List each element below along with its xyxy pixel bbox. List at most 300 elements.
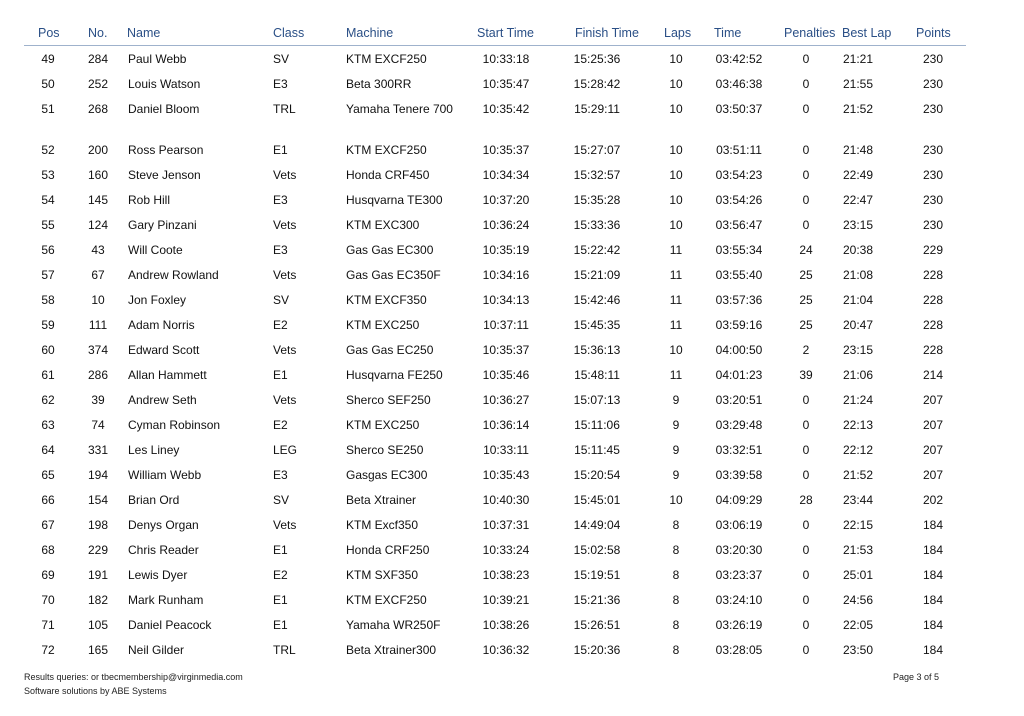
cell-points: 207 [922, 418, 943, 432]
cell-laps: 11 [669, 368, 683, 382]
cell-class: SV [273, 293, 290, 307]
footer-software-credit: Software solutions by ABE Systems [24, 686, 167, 696]
cell-pos: 51 [41, 102, 55, 116]
cell-best-lap: 23:44 [842, 493, 874, 507]
header-machine: Machine [346, 26, 394, 40]
cell-best-lap: 21:24 [842, 393, 874, 407]
cell-name: Will Coote [128, 243, 183, 257]
header-start-time: Start Time [477, 26, 534, 40]
cell-machine: Honda CRF450 [346, 168, 430, 182]
cell-laps: 8 [672, 618, 680, 632]
cell-finish-time: 15:42:46 [573, 293, 621, 307]
cell-laps: 8 [672, 543, 680, 557]
cell-start-time: 10:33:24 [482, 543, 530, 557]
cell-pos: 57 [41, 268, 55, 282]
cell-name: Edward Scott [128, 343, 200, 357]
cell-pos: 49 [41, 52, 55, 66]
cell-points: 230 [922, 218, 943, 232]
cell-rider-number: 43 [91, 243, 105, 257]
cell-best-lap: 21:52 [842, 102, 874, 116]
cell-machine: Beta Xtrainer [346, 493, 417, 507]
cell-finish-time: 15:32:57 [573, 168, 621, 182]
cell-penalties: 0 [802, 77, 810, 91]
cell-points: 184 [922, 643, 943, 657]
cell-time: 03:23:37 [715, 568, 763, 582]
cell-class: Vets [273, 218, 297, 232]
cell-name: Mark Runham [128, 593, 204, 607]
cell-finish-time: 15:35:28 [573, 193, 621, 207]
cell-rider-number: 229 [87, 543, 109, 557]
cell-start-time: 10:34:13 [482, 293, 530, 307]
cell-pos: 63 [41, 418, 55, 432]
cell-points: 184 [922, 543, 943, 557]
cell-best-lap: 21:52 [842, 468, 874, 482]
cell-points: 214 [922, 368, 943, 382]
cell-name: Ross Pearson [128, 143, 204, 157]
cell-laps: 10 [669, 193, 683, 207]
cell-penalties: 0 [802, 468, 810, 482]
cell-rider-number: 268 [87, 102, 109, 116]
cell-class: E3 [273, 468, 288, 482]
cell-penalties: 25 [799, 293, 813, 307]
cell-laps: 9 [672, 393, 680, 407]
cell-class: TRL [273, 643, 296, 657]
cell-penalties: 0 [802, 168, 810, 182]
cell-time: 04:00:50 [715, 343, 763, 357]
cell-laps: 9 [672, 468, 680, 482]
cell-points: 230 [922, 77, 943, 91]
cell-finish-time: 15:19:51 [573, 568, 621, 582]
cell-start-time: 10:40:30 [482, 493, 530, 507]
cell-pos: 56 [41, 243, 55, 257]
cell-class: LEG [273, 443, 298, 457]
cell-class: SV [273, 493, 290, 507]
cell-start-time: 10:37:31 [482, 518, 530, 532]
cell-machine: Gasgas EC300 [346, 468, 428, 482]
cell-best-lap: 21:21 [842, 52, 874, 66]
cell-rider-number: 200 [87, 143, 109, 157]
cell-rider-number: 194 [87, 468, 109, 482]
header-class: Class [273, 26, 305, 40]
cell-pos: 61 [41, 368, 55, 382]
cell-pos: 65 [41, 468, 55, 482]
cell-pos: 55 [41, 218, 55, 232]
cell-name: Jon Foxley [128, 293, 187, 307]
cell-class: E1 [273, 593, 288, 607]
cell-start-time: 10:38:23 [482, 568, 530, 582]
cell-class: Vets [273, 268, 297, 282]
cell-rider-number: 331 [87, 443, 109, 457]
cell-best-lap: 21:55 [842, 77, 874, 91]
cell-name: Neil Gilder [128, 643, 185, 657]
cell-penalties: 0 [802, 568, 810, 582]
cell-finish-time: 15:21:09 [573, 268, 621, 282]
cell-machine: Beta Xtrainer300 [346, 643, 437, 657]
cell-laps: 11 [669, 293, 683, 307]
cell-machine: Beta 300RR [346, 77, 412, 91]
cell-start-time: 10:33:11 [483, 443, 529, 457]
cell-laps: 8 [672, 568, 680, 582]
cell-start-time: 10:36:14 [482, 418, 530, 432]
cell-penalties: 24 [799, 243, 813, 257]
cell-class: Vets [273, 168, 297, 182]
cell-penalties: 0 [802, 618, 810, 632]
header-time: Time [714, 26, 742, 40]
cell-penalties: 0 [802, 193, 810, 207]
cell-penalties: 25 [799, 268, 813, 282]
cell-rider-number: 111 [88, 318, 108, 332]
cell-name: Adam Norris [128, 318, 195, 332]
cell-rider-number: 10 [91, 293, 105, 307]
cell-time: 03:54:23 [715, 168, 763, 182]
cell-rider-number: 374 [87, 343, 109, 357]
cell-time: 03:20:30 [715, 543, 763, 557]
cell-name: William Webb [128, 468, 202, 482]
cell-best-lap: 21:04 [842, 293, 874, 307]
header-best-lap: Best Lap [842, 26, 892, 40]
cell-finish-time: 15:22:42 [573, 243, 621, 257]
cell-start-time: 10:33:18 [482, 52, 530, 66]
cell-start-time: 10:35:47 [482, 77, 530, 91]
cell-start-time: 10:38:26 [482, 618, 530, 632]
cell-pos: 60 [41, 343, 55, 357]
cell-machine: KTM SXF350 [346, 568, 419, 582]
cell-rider-number: 284 [87, 52, 109, 66]
cell-name: Paul Webb [128, 52, 187, 66]
cell-start-time: 10:35:46 [482, 368, 530, 382]
cell-laps: 10 [669, 143, 683, 157]
cell-points: 228 [922, 293, 943, 307]
cell-points: 229 [922, 243, 943, 257]
cell-rider-number: 191 [87, 568, 109, 582]
cell-time: 03:39:58 [715, 468, 763, 482]
cell-best-lap: 23:15 [842, 218, 874, 232]
cell-finish-time: 15:11:06 [574, 418, 620, 432]
cell-laps: 11 [669, 243, 683, 257]
cell-machine: Gas Gas EC300 [346, 243, 434, 257]
cell-pos: 68 [41, 543, 55, 557]
cell-points: 230 [922, 143, 943, 157]
cell-points: 230 [922, 193, 943, 207]
cell-rider-number: 286 [87, 368, 109, 382]
cell-points: 207 [922, 393, 943, 407]
cell-laps: 10 [669, 52, 683, 66]
cell-pos: 71 [41, 618, 55, 632]
cell-name: Rob Hill [128, 193, 171, 207]
cell-penalties: 0 [802, 418, 810, 432]
cell-rider-number: 124 [87, 218, 109, 232]
footer-page-number: Page 3 of 5 [893, 672, 940, 682]
cell-penalties: 0 [802, 518, 810, 532]
cell-points: 230 [922, 102, 943, 116]
cell-penalties: 0 [802, 52, 810, 66]
cell-best-lap: 22:12 [842, 443, 874, 457]
cell-class: Vets [273, 343, 297, 357]
cell-machine: KTM EXC250 [346, 418, 420, 432]
cell-name: Denys Organ [128, 518, 199, 532]
cell-finish-time: 15:11:45 [574, 443, 620, 457]
cell-pos: 66 [41, 493, 55, 507]
cell-class: Vets [273, 393, 297, 407]
cell-best-lap: 22:49 [842, 168, 874, 182]
cell-finish-time: 15:07:13 [573, 393, 621, 407]
cell-machine: Yamaha WR250F [346, 618, 441, 632]
cell-time: 04:01:23 [715, 368, 763, 382]
cell-rider-number: 252 [87, 77, 109, 91]
cell-time: 03:56:47 [715, 218, 763, 232]
cell-start-time: 10:35:19 [482, 243, 530, 257]
cell-rider-number: 182 [87, 593, 109, 607]
cell-class: E3 [273, 77, 288, 91]
cell-laps: 9 [672, 443, 680, 457]
cell-name: Allan Hammett [128, 368, 207, 382]
cell-machine: KTM EXCF250 [346, 143, 427, 157]
cell-pos: 64 [41, 443, 55, 457]
cell-points: 207 [922, 443, 943, 457]
cell-penalties: 0 [802, 218, 810, 232]
cell-penalties: 0 [802, 543, 810, 557]
cell-points: 230 [922, 168, 943, 182]
cell-rider-number: 39 [91, 393, 105, 407]
cell-finish-time: 15:33:36 [573, 218, 621, 232]
cell-start-time: 10:35:37 [482, 143, 530, 157]
cell-pos: 62 [41, 393, 55, 407]
cell-laps: 8 [672, 643, 680, 657]
cell-finish-time: 15:45:35 [573, 318, 621, 332]
cell-name: Steve Jenson [128, 168, 201, 182]
cell-class: Vets [273, 518, 297, 532]
cell-class: SV [273, 52, 290, 66]
cell-name: Lewis Dyer [128, 568, 188, 582]
cell-time: 03:32:51 [715, 443, 763, 457]
cell-start-time: 10:34:34 [482, 168, 530, 182]
cell-points: 184 [922, 618, 943, 632]
cell-rider-number: 160 [87, 168, 109, 182]
cell-pos: 58 [41, 293, 55, 307]
cell-machine: Sherco SE250 [346, 443, 424, 457]
cell-laps: 11 [669, 318, 683, 332]
cell-start-time: 10:35:37 [482, 343, 530, 357]
cell-best-lap: 22:47 [842, 193, 874, 207]
cell-finish-time: 15:29:11 [574, 102, 620, 116]
cell-time: 03:06:19 [715, 518, 763, 532]
cell-penalties: 0 [802, 102, 810, 116]
cell-name: Gary Pinzani [128, 218, 197, 232]
cell-start-time: 10:36:27 [482, 393, 530, 407]
footer-results-queries: Results queries: or tbecmembership@virginmedia.com [24, 672, 243, 682]
cell-rider-number: 198 [87, 518, 109, 532]
cell-rider-number: 105 [87, 618, 109, 632]
cell-rider-number: 67 [91, 268, 105, 282]
cell-points: 184 [922, 518, 943, 532]
cell-laps: 10 [669, 493, 683, 507]
cell-points: 228 [922, 268, 943, 282]
cell-penalties: 0 [802, 643, 810, 657]
cell-points: 228 [922, 318, 943, 332]
cell-points: 202 [922, 493, 943, 507]
cell-best-lap: 22:05 [842, 618, 874, 632]
cell-laps: 8 [672, 518, 680, 532]
cell-laps: 8 [672, 593, 680, 607]
cell-penalties: 0 [802, 593, 810, 607]
cell-class: E2 [273, 568, 288, 582]
cell-pos: 72 [41, 643, 55, 657]
cell-name: Daniel Peacock [128, 618, 212, 632]
header-laps: Laps [664, 26, 692, 40]
cell-start-time: 10:36:32 [482, 643, 530, 657]
cell-time: 03:46:38 [715, 77, 763, 91]
cell-machine: Gas Gas EC250 [346, 343, 434, 357]
cell-points: 230 [922, 52, 943, 66]
cell-time: 03:57:36 [715, 293, 763, 307]
cell-machine: Gas Gas EC350F [346, 268, 441, 282]
cell-start-time: 10:35:43 [482, 468, 530, 482]
cell-finish-time: 15:21:36 [573, 593, 621, 607]
cell-laps: 10 [669, 102, 683, 116]
cell-pos: 67 [41, 518, 55, 532]
cell-finish-time: 15:27:07 [573, 143, 621, 157]
cell-start-time: 10:34:16 [482, 268, 530, 282]
cell-penalties: 28 [799, 493, 813, 507]
cell-time: 03:29:48 [715, 418, 763, 432]
cell-penalties: 2 [802, 343, 810, 357]
cell-laps: 10 [669, 168, 683, 182]
header-penalties: Penalties [784, 26, 836, 40]
cell-pos: 70 [41, 593, 55, 607]
cell-machine: Husqvarna FE250 [346, 368, 443, 382]
cell-finish-time: 14:49:04 [573, 518, 621, 532]
cell-time: 04:09:29 [715, 493, 763, 507]
cell-best-lap: 24:56 [842, 593, 874, 607]
cell-finish-time: 15:26:51 [573, 618, 621, 632]
cell-best-lap: 23:15 [842, 343, 874, 357]
cell-pos: 59 [41, 318, 55, 332]
cell-points: 207 [922, 468, 943, 482]
cell-time: 03:54:26 [715, 193, 763, 207]
cell-name: Chris Reader [128, 543, 199, 557]
cell-time: 03:20:51 [715, 393, 763, 407]
cell-machine: KTM EXCF250 [346, 52, 427, 66]
cell-start-time: 10:37:11 [483, 318, 529, 332]
cell-start-time: 10:36:24 [482, 218, 530, 232]
cell-machine: KTM EXCF350 [346, 293, 427, 307]
cell-laps: 11 [669, 268, 683, 282]
cell-class: E2 [273, 418, 288, 432]
cell-time: 03:42:52 [715, 52, 763, 66]
cell-finish-time: 15:20:36 [573, 643, 621, 657]
cell-rider-number: 74 [91, 418, 105, 432]
cell-name: Brian Ord [128, 493, 180, 507]
cell-pos: 53 [41, 168, 55, 182]
cell-finish-time: 15:45:01 [573, 493, 621, 507]
cell-class: TRL [273, 102, 296, 116]
cell-finish-time: 15:02:58 [573, 543, 621, 557]
cell-name: Andrew Seth [128, 393, 197, 407]
cell-name: Cyman Robinson [128, 418, 221, 432]
cell-penalties: 0 [802, 393, 810, 407]
cell-best-lap: 21:08 [842, 268, 874, 282]
cell-machine: Honda CRF250 [346, 543, 430, 557]
cell-start-time: 10:37:20 [482, 193, 530, 207]
cell-pos: 69 [41, 568, 55, 582]
cell-rider-number: 165 [87, 643, 109, 657]
cell-start-time: 10:39:21 [482, 593, 530, 607]
cell-time: 03:51:11 [716, 143, 762, 157]
cell-best-lap: 25:01 [842, 568, 874, 582]
cell-best-lap: 22:13 [842, 418, 874, 432]
cell-best-lap: 21:53 [842, 543, 874, 557]
results-table-header [24, 26, 966, 46]
cell-best-lap: 20:38 [842, 243, 874, 257]
cell-pos: 50 [41, 77, 55, 91]
cell-rider-number: 154 [87, 493, 109, 507]
cell-finish-time: 15:48:11 [574, 368, 620, 382]
cell-name: Louis Watson [128, 77, 201, 91]
cell-machine: KTM EXCF250 [346, 593, 427, 607]
cell-pos: 52 [41, 143, 55, 157]
cell-finish-time: 15:20:54 [573, 468, 621, 482]
header-finish-time: Finish Time [575, 26, 639, 40]
cell-machine: KTM EXC300 [346, 218, 420, 232]
cell-start-time: 10:35:42 [482, 102, 530, 116]
header-pos: Pos [38, 26, 60, 40]
cell-class: E3 [273, 243, 288, 257]
cell-machine: KTM Excf350 [346, 518, 419, 532]
cell-time: 03:50:37 [715, 102, 763, 116]
cell-machine: Yamaha Tenere 700 [346, 102, 453, 116]
cell-time: 03:26:19 [715, 618, 763, 632]
cell-name: Andrew Rowland [128, 268, 219, 282]
cell-class: E3 [273, 193, 288, 207]
cell-class: E1 [273, 618, 288, 632]
cell-finish-time: 15:28:42 [573, 77, 621, 91]
cell-laps: 10 [669, 343, 683, 357]
cell-best-lap: 21:48 [842, 143, 874, 157]
cell-best-lap: 23:50 [842, 643, 874, 657]
cell-points: 228 [922, 343, 943, 357]
cell-best-lap: 21:06 [842, 368, 874, 382]
cell-time: 03:24:10 [715, 593, 763, 607]
header-name: Name [127, 26, 161, 40]
cell-time: 03:59:16 [715, 318, 763, 332]
cell-time: 03:55:34 [715, 243, 763, 257]
cell-finish-time: 15:25:36 [573, 52, 621, 66]
cell-pos: 54 [41, 193, 55, 207]
cell-points: 184 [922, 593, 943, 607]
cell-penalties: 0 [802, 443, 810, 457]
cell-class: E1 [273, 543, 288, 557]
cell-machine: KTM EXC250 [346, 318, 420, 332]
cell-best-lap: 22:15 [842, 518, 874, 532]
cell-laps: 9 [672, 418, 680, 432]
cell-laps: 10 [669, 218, 683, 232]
cell-machine: Husqvarna TE300 [346, 193, 443, 207]
cell-class: E1 [273, 143, 288, 157]
header-no: No. [88, 26, 108, 40]
cell-machine: Sherco SEF250 [346, 393, 431, 407]
cell-name: Daniel Bloom [128, 102, 200, 116]
cell-name: Les Liney [128, 443, 180, 457]
cell-penalties: 25 [799, 318, 813, 332]
header-points: Points [916, 26, 951, 40]
cell-points: 184 [922, 568, 943, 582]
cell-class: E1 [273, 368, 288, 382]
cell-class: E2 [273, 318, 288, 332]
cell-best-lap: 20:47 [842, 318, 874, 332]
cell-penalties: 0 [802, 143, 810, 157]
cell-time: 03:28:05 [715, 643, 763, 657]
cell-laps: 10 [669, 77, 683, 91]
